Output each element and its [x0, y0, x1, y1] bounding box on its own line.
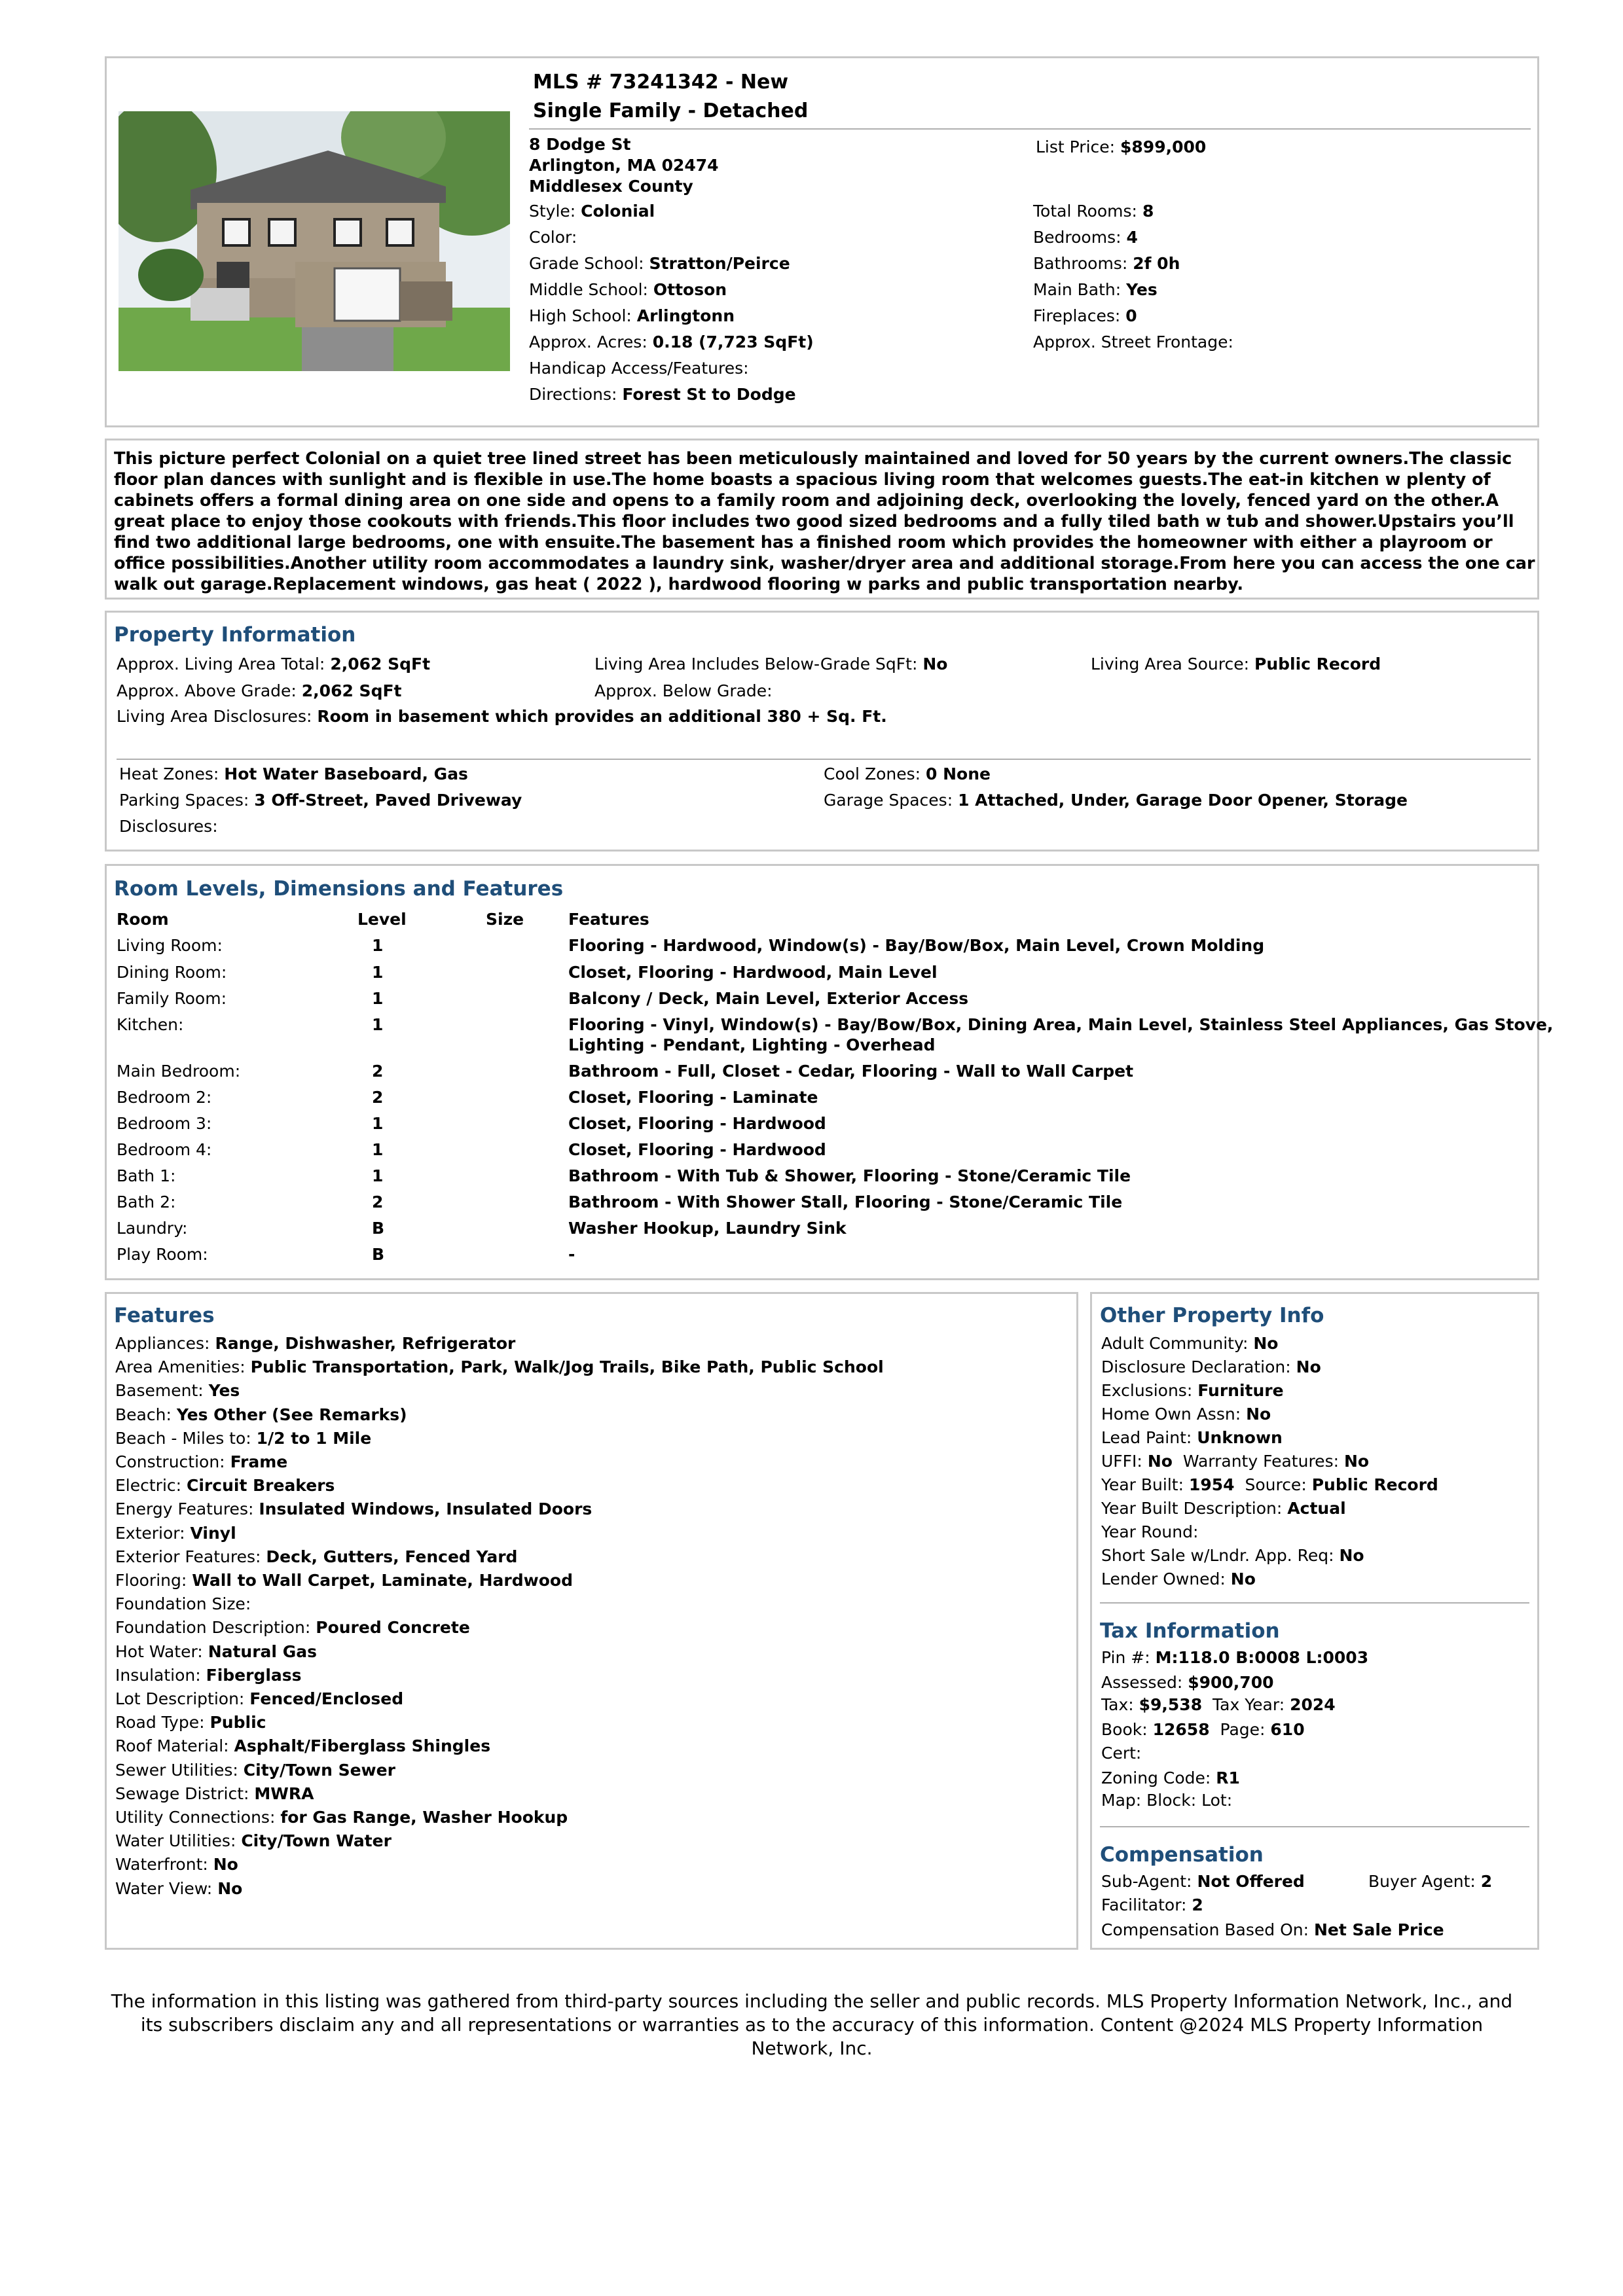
list-price-value: $899,000 [1120, 137, 1207, 156]
feature-label: Utility Connections: [115, 1808, 276, 1827]
heat-zones: Heat Zones: Hot Water Baseboard, Gas [119, 764, 468, 783]
rooms-header-features: Features [568, 910, 649, 929]
list-price [1036, 137, 1206, 157]
feature-item [115, 1571, 573, 1590]
feature-value: for Gas Range, Washer Hookup [280, 1808, 568, 1827]
other-short-sale: Short Sale w/Lndr. App. Req: No [1101, 1546, 1364, 1565]
feature-item [115, 1594, 251, 1614]
other-info-title: Other Property Info [1100, 1304, 1324, 1327]
feature-label: Appliances: [115, 1334, 210, 1353]
feature-value: Vinyl [190, 1523, 236, 1543]
feature-label: Road Type: [115, 1713, 205, 1732]
feature-value: Yes Other (See Remarks) [176, 1405, 407, 1424]
feature-label: Sewer Utilities: [115, 1760, 238, 1780]
list-price-label: List Price: [1036, 137, 1116, 156]
feature-label: Water View: [115, 1878, 213, 1898]
feature-item [115, 1476, 335, 1496]
other-year-built: Year Built: 1954 Source: Public Record [1101, 1475, 1438, 1494]
garage-spaces: Garage Spaces: 1 Attached, Under, Garage Door Opener, Storage [824, 791, 1408, 810]
summary-main-bath: Main Bath: Yes [1033, 280, 1158, 299]
other-adult-community: Adult Community: No [1101, 1334, 1279, 1353]
feature-label: Hot Water: [115, 1641, 203, 1661]
house-image [119, 111, 510, 371]
feature-label: Waterfront: [115, 1855, 208, 1874]
includes-below-grade: Living Area Includes Below-Grade SqFt: No [594, 655, 948, 673]
feature-label: Exterior: [115, 1523, 185, 1543]
tax-info-divider [1100, 1826, 1529, 1827]
feature-item [115, 1452, 287, 1472]
feature-value: Deck, Gutters, Fenced Yard [266, 1547, 518, 1566]
comp-sub-agent: Sub-Agent: Not Offered [1101, 1872, 1305, 1891]
feature-value: Range, Dishwasher, Refrigerator [215, 1334, 516, 1353]
address-county: Middlesex County [529, 177, 693, 196]
tax-pin: Pin #: M:118.0 B:0008 L:0003 [1101, 1648, 1369, 1667]
feature-value: Natural Gas [208, 1641, 317, 1661]
feature-value: Asphalt/Fiberglass Shingles [234, 1736, 491, 1756]
mls-number: MLS # 73241342 - New [533, 71, 789, 94]
features-title: Features [114, 1304, 215, 1327]
tax-info-title: Tax Information [1100, 1619, 1280, 1643]
feature-item [115, 1334, 515, 1354]
feature-label: Area Amenities: [115, 1357, 246, 1377]
feature-item [115, 1761, 395, 1780]
comp-buyer-agent: Buyer Agent: 2 [1368, 1872, 1493, 1891]
feature-item [115, 1784, 314, 1804]
feature-label: Foundation Description: [115, 1618, 311, 1638]
feature-value: Circuit Breakers [187, 1476, 335, 1496]
living-area-total: Approx. Living Area Total: 2,062 SqFt [117, 655, 431, 673]
feature-label: Sewage District: [115, 1784, 249, 1803]
comp-facilitator: Facilitator: 2 [1101, 1895, 1203, 1914]
feature-value: City/Town Sewer [243, 1760, 395, 1780]
above-grade: Approx. Above Grade: 2,062 SqFt [117, 681, 402, 700]
summary-bathrooms: Bathrooms: 2f 0h [1033, 254, 1180, 273]
rooms-title: Room Levels, Dimensions and Features [114, 877, 564, 901]
other-year-built-description: Year Built Description: Actual [1101, 1499, 1346, 1518]
summary-directions: Directions: Forest St to Dodge [529, 385, 796, 404]
feature-value: Fenced/Enclosed [249, 1689, 404, 1708]
feature-item [115, 1357, 884, 1377]
feature-label: Energy Features: [115, 1499, 254, 1519]
feature-item [115, 1381, 240, 1401]
feature-label: Beach - Miles to: [115, 1428, 251, 1448]
feature-label: Construction: [115, 1452, 225, 1471]
feature-value: No [217, 1878, 243, 1898]
feature-label: Water Utilities: [115, 1831, 236, 1851]
feature-label: Insulation: [115, 1665, 201, 1685]
tax-map-block-lot: Map: Block: Lot: [1101, 1791, 1233, 1810]
feature-value: Frame [230, 1452, 288, 1471]
summary-street-frontage: Approx. Street Frontage: [1033, 332, 1233, 351]
living-area-source: Living Area Source: Public Record [1091, 655, 1381, 673]
property-info-divider [117, 759, 1531, 760]
disclosures: Disclosures: [119, 817, 218, 836]
summary-high-school: High School: Arlingtonn [529, 306, 735, 325]
feature-item [115, 1429, 371, 1448]
feature-label: Exterior Features: [115, 1547, 261, 1566]
other-lead-paint: Lead Paint: Unknown [1101, 1428, 1283, 1447]
feature-value: Insulated Windows, Insulated Doors [259, 1499, 593, 1519]
parking-spaces: Parking Spaces: 3 Off-Street, Paved Driveway [119, 791, 522, 810]
other-exclusions: Exclusions: Furniture [1101, 1381, 1284, 1400]
summary-handicap: Handicap Access/Features: [529, 359, 749, 378]
header-divider [529, 128, 1531, 130]
address-street: 8 Dodge St [529, 135, 631, 154]
property-photo [119, 111, 510, 371]
feature-value: Wall to Wall Carpet, Laminate, Hardwood [192, 1571, 573, 1590]
feature-value: Fiberglass [206, 1665, 302, 1685]
feature-item [115, 1808, 568, 1827]
cool-zones: Cool Zones: 0 None [824, 764, 991, 783]
feature-item [115, 1666, 302, 1685]
tax-amount: Tax: $9,538 Tax Year: 2024 [1101, 1695, 1336, 1714]
comp-based-on: Compensation Based On: Net Sale Price [1101, 1920, 1444, 1939]
summary-style: Style: Colonial [529, 202, 655, 221]
other-uffi-warranty: UFFI: No Warranty Features: No [1101, 1452, 1370, 1471]
feature-item [115, 1855, 238, 1874]
tax-book-page: Book: 12658 Page: 610 [1101, 1720, 1305, 1739]
tax-cert: Cert: [1101, 1744, 1142, 1763]
feature-value: City/Town Water [241, 1831, 392, 1851]
feature-value: Public [210, 1713, 266, 1732]
feature-item [115, 1524, 236, 1543]
feature-item [115, 1879, 242, 1899]
tax-zoning: Zoning Code: R1 [1101, 1768, 1240, 1787]
feature-value: No [213, 1855, 238, 1874]
feature-value: Poured Concrete [316, 1618, 470, 1638]
feature-label: Lot Description: [115, 1689, 245, 1708]
summary-middle-school: Middle School: Ottoson [529, 280, 727, 299]
feature-item [115, 1405, 407, 1425]
feature-item [115, 1689, 403, 1709]
summary-acres: Approx. Acres: 0.18 (7,723 SqFt) [529, 332, 814, 351]
feature-value: Public Transportation, Park, Walk/Jog Trails, Bike Path, Public School [250, 1357, 884, 1377]
rooms-header-size: Size [486, 910, 524, 929]
living-area-disclosures: Living Area Disclosures: Room in basement which provides an additional 380 + Sq. Ft. [117, 707, 887, 726]
feature-label: Roof Material: [115, 1736, 229, 1756]
compensation-title: Compensation [1100, 1843, 1264, 1867]
feature-item [115, 1618, 470, 1638]
feature-item [115, 1642, 317, 1662]
other-info-divider [1100, 1602, 1529, 1604]
feature-label: Basement: [115, 1381, 204, 1401]
other-disclosure-declaration: Disclosure Declaration: No [1101, 1357, 1321, 1376]
tax-assessed: Assessed: $900,700 [1101, 1673, 1274, 1692]
feature-label: Beach: [115, 1405, 172, 1424]
property-info-title: Property Information [114, 623, 356, 647]
feature-item [115, 1547, 517, 1567]
below-grade: Approx. Below Grade: [594, 681, 773, 700]
feature-value: Yes [208, 1381, 240, 1401]
feature-item [115, 1831, 392, 1851]
disclaimer-footer: The information in this listing was gathered from third-party sources including the seller and public records. MLS Property Information Network, Inc., and its subscribers disclaim any and all representations or warranties as to the accuracy of this information. Content @2024 MLS Property Information Network, Inc. [111, 1990, 1513, 2059]
feature-label: Flooring: [115, 1571, 187, 1590]
feature-value: MWRA [254, 1784, 314, 1803]
other-year-round: Year Round: [1101, 1522, 1199, 1541]
feature-label: Foundation Size: [115, 1594, 251, 1614]
summary-fireplaces: Fireplaces: 0 [1033, 306, 1137, 325]
feature-value: 1/2 to 1 Mile [256, 1428, 372, 1448]
summary-bedrooms: Bedrooms: 4 [1033, 228, 1138, 247]
remarks-text: This picture perfect Colonial on a quiet tree lined street has been meticulously maintained and loved for 50 years by the current owners.The classic floor plan dances with sunlight and is flexible in use.The home boasts a spacious living room that welcomes guests.The eat-in kitchen w plenty of cabinets offers a formal dining area on one side and opens to a family room and adjoining deck, overlooking the lovely, fenced yard on the other.A great place to enjoy those cookouts with friends.This floor includes two good sized bedrooms and a fully tiled bath w tub and shower.Upstairs you’ll find two additional large bedrooms, one with ensuite.The basement has a finished room which provides the homeowner with either a playroom or office possibilities.Another utility room accommodates a laundry sink, washer/dryer area and additional storage.From here you can access the one car walk out garage.Replacement windows, gas heat ( 2022 ), hardwood flooring w parks and public transportation nearby. [114, 449, 1535, 594]
summary-grade-school: Grade School: Stratton/Peirce [529, 254, 790, 273]
property-type: Single Family - Detached [533, 99, 809, 122]
feature-item [115, 1499, 592, 1519]
summary-total-rooms: Total Rooms: 8 [1033, 202, 1154, 221]
address-city: Arlington, MA 02474 [529, 156, 719, 175]
other-lender-owned: Lender Owned: No [1101, 1570, 1256, 1588]
rooms-header-level: Level [357, 910, 407, 929]
feature-label: Electric: [115, 1476, 182, 1496]
feature-item [115, 1713, 266, 1732]
feature-item [115, 1736, 490, 1756]
other-home-own-assn: Home Own Assn: No [1101, 1405, 1271, 1424]
summary-color: Color: [529, 228, 577, 247]
rooms-header-room: Room [117, 910, 169, 929]
